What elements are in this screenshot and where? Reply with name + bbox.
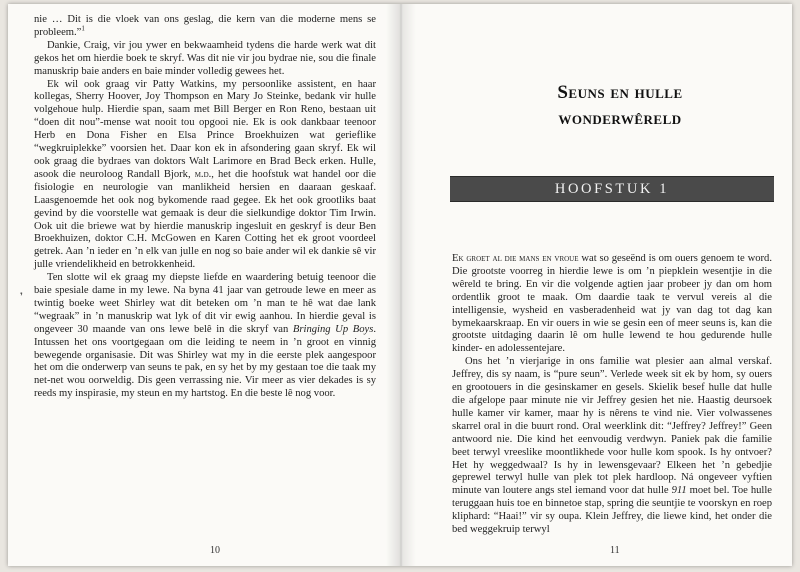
text-run: . Intussen het ons voortgegaan om die leiding te neem in ’n groot en vinnig bewegende organisasie. Dit was Shirley wat my in die eerste plek aangespoor het om die onderwerp van seuns te pak, en sy het by my gestaan toe die taak my net-net wou oorweldig. Dis geen verrassing nie. Vir meer as vier dekades is sy reeds my inspirasie, my steun en my hartstog. En die beste lê nog voor. bbox=[34, 323, 376, 400]
book-gutter bbox=[386, 4, 416, 566]
text-run: moet bel. Toe hulle teruggaan huis toe en binnetoe stap, spring die seuntjie te voorskyn en roep kliphard: “Haai!” vir sy oupa. Klein Jeffrey, die liewe kind, het onder die bed weggekruip terwyl bbox=[452, 485, 772, 536]
text-italic: 911 bbox=[671, 485, 687, 497]
text-sup: 1 bbox=[81, 24, 85, 33]
text-run: nie … Dit is die vloek van ons geslag, die kern van die moderne mens se probleem.” bbox=[34, 14, 376, 38]
text-italic: Bringing Up Boys bbox=[292, 323, 374, 335]
right-page-text bbox=[452, 253, 772, 537]
text-smallcaps: m.d. bbox=[194, 168, 212, 180]
body-paragraph bbox=[34, 40, 376, 79]
body-paragraph bbox=[34, 272, 376, 401]
chapter-title-line-1: Seuns en hulle bbox=[557, 82, 683, 103]
body-paragraph bbox=[452, 356, 772, 537]
chapter-title bbox=[500, 80, 740, 132]
chapter-number-label: HOOFSTUK 1 bbox=[554, 181, 670, 197]
body-paragraph bbox=[34, 79, 376, 273]
right-page bbox=[400, 4, 792, 566]
body-paragraph bbox=[34, 14, 376, 40]
text-smallcaps: Ek groet al die mans en vroue bbox=[452, 253, 579, 264]
text-run: Ons het ’n vierjarige in ons familie wat plesier aan almal verskaf. Jeffrey, dis sy naam, is “pure seun”. Verlede week sit ek by hom, sy ouers en grootouers in die gesinskamer en gesels. Skielik besef hulle dat hulle die afgelope paar minute nie vir Jeffrey gesien het nie. Haastig deursoek hulle kamer vir kamer, maar hy is nêrens te vind nie. Vier volwassenes skarrel oral in die buurt rond. Oral weerklink dit: “Jeffrey? Jeffrey!” Geen antwoord nie. Die kind het eenvoudig verdwyn. Paniek pak die familie beet terwyl vreeslike moontlikhede voor hulle kom spook. Is hy ontvoer? Het hy weggedwaal? Is hy in lewensgevaar? Elkeen het ’n gebedjie geprewel terwyl hulle van plek tot plek hardloop. Ná ongeveer vyftien minute van loutere angs stel iemand voor dat hulle bbox=[452, 356, 772, 497]
left-page-number: 10 bbox=[210, 545, 220, 556]
chapter-title-line-2: wonderwêreld bbox=[558, 108, 682, 129]
book-spread bbox=[8, 4, 792, 566]
text-run: wat so geseënd is om ouers genoem te word. Die grootste voorreg in hierdie lewe is om ’n piepklein wesentjie in die wêreld te bring. En vir die volgende agtien jaar probeer jy dan om hom ordentlik groot te maak. Om daardie taak te vervul vereis al die intelligensie, wysheid en vasberadenheid wat jy van dag tot dag kan bymekaarskraap. En vir ouers in wie se gesin een of meer seuns is, kan die grootste uitdaging daarin lê om hulle lewend te hou gedurende hulle kinder- en adolessentejare. bbox=[452, 253, 772, 355]
text-run: Dankie, Craig, vir jou ywer en bekwaamheid tydens die harde werk wat dit gekos het om hierdie boek te skryf. Was dit nie vir jou bydrae nie, sou die finale manuskrip baie anders en baie minder volledig gewees het. bbox=[34, 39, 376, 77]
left-page-text bbox=[34, 14, 376, 401]
chapter-banner bbox=[450, 176, 774, 202]
left-page bbox=[8, 4, 400, 566]
pencil-mark: ❜ bbox=[20, 292, 23, 302]
right-page-number: 11 bbox=[610, 545, 620, 556]
text-run: , het die hoofstuk wat handel oor die fisiologie en neurologie van manlikheid hersien en daaraan geskaaf. Laasgenoemde het ook nog bykomende raad gegee. Ek het ook grootliks baat gevind by die voorstelle wat gemaak is deur die sielkundige doktor Tim Irwin. Ook uit die briewe wat by hierdie manuskrip ingesluit en geskryf is deur Ben Broekhuizen, doktor C.H. McGowen en Karen Cotting het ek groot voordeel getrek. Aan ’n ieder en ’n elk van julle en nog so baie ander wil ek dankie sê vir julle vriendelikheid en betrokkenheid. bbox=[34, 168, 376, 271]
text-run: Ek wil ook graag vir Patty Watkins, my persoonlike assistent, en haar kollegas, Sherry Hoover, Joy Thompson en Mary Jo Steinke, bedank vir hulle volgehoue hulp. Hierdie span, saam met Bill Berger en Ron Reno, bestaan uit “doen dit nou”-mense wat nooit tou opgooi nie. Ek is ook dankbaar teenoor Herb en Dona Fisher en Elsa Prince Broekhuizen wat gerieflike “wegkruiplekke” voorsien het. Daar kon ek in afsondering gaan skryf. Ek wil ook graag die bydraes van doktors Walt Larimore en Brad Beck erken. Hulle, asook die neuroloog Randall Bjork, bbox=[34, 78, 376, 180]
body-paragraph bbox=[452, 253, 772, 356]
text-run: Ten slotte wil ek graag my diepste liefde en waardering betuig teenoor die baie spesiale dame in my lewe. Na byna 41 jaar van getroude lewe en meer as twintig boeke weet Shirley wat dit beteken om ’n man te hê wat dae lank “wegraak” in ’n manuskrip wat lyk of dit vir ewig aanhou. In hierdie geval is ongeveer 30 maande van ons lewe belê in die skryf van bbox=[34, 272, 376, 335]
